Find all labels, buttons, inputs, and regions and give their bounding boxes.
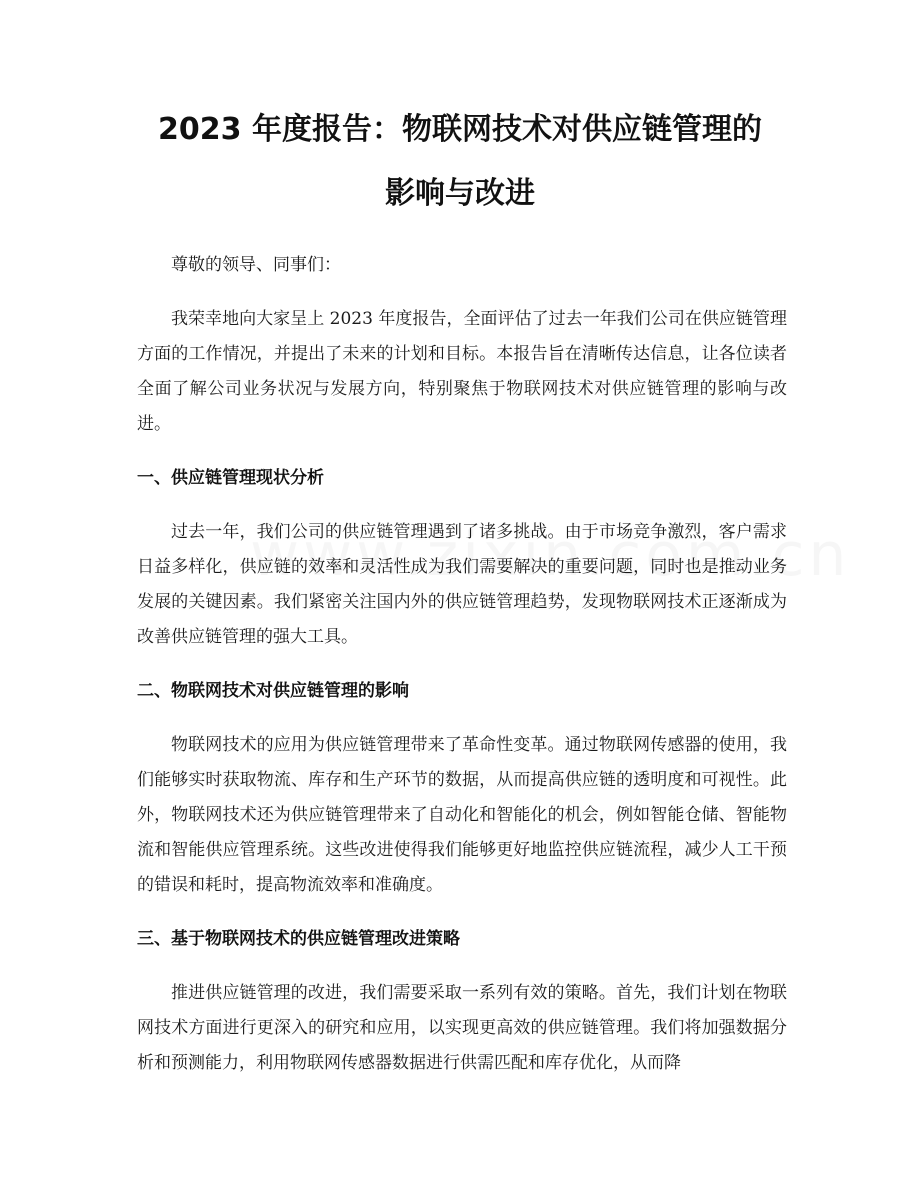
greeting: 尊敬的领导、同事们： <box>171 255 341 275</box>
section-body-2: 物联网技术的应用为供应链管理带来了革命性变革。通过物联网传感器的使用，我们能够实时获取物流、库存和生产环节的数据，从而提高供应链的透明度和可视性。此外，物联网技术还为供应链管理带来了自动化和智能化的机会，例如智能仓储、智能物流和智能供应管理系统。这些改进使得我们能够更好地监控供应链流程，减少人工干预的错误和耗时，提高物流效率和准确度。 <box>137 735 787 895</box>
section-heading-2: 二、物联网技术对供应链管理的影响 <box>137 681 409 701</box>
title-line-2: 影响与改进 <box>385 176 535 211</box>
section-heading-1: 一、供应链管理现状分析 <box>137 468 324 488</box>
title-line-1: 2023 年度报告：物联网技术对供应链管理的 <box>158 112 762 147</box>
document-body <box>137 248 787 1100</box>
section-body-3: 推进供应链管理的改进，我们需要采取一系列有效的策略。首先，我们计划在物联网技术方面进行更深入的研究和应用，以实现更高效的供应链管理。我们将加强数据分析和预测能力，利用物联网传感器数据进行供需匹配和库存优化，从而降 <box>137 983 787 1073</box>
intro-paragraph: 我荣幸地向大家呈上 2023 年度报告，全面评估了过去一年我们公司在供应链管理方面的工作情况，并提出了未来的计划和目标。本报告旨在清晰传达信息，让各位读者全面了解公司业务状况与发展方向，特别聚焦于物联网技术对供应链管理的影响与改进。 <box>137 309 787 434</box>
section-body-1: 过去一年，我们公司的供应链管理遇到了诸多挑战。由于市场竞争激烈，客户需求日益多样化，供应链的效率和灵活性成为我们需要解决的重要问题，同时也是推动业务发展的关键因素。我们紧密关注国内外的供应链管理趋势，发现物联网技术正逐渐成为改善供应链管理的强大工具。 <box>137 522 787 647</box>
section-heading-3: 三、基于物联网技术的供应链管理改进策略 <box>137 929 460 949</box>
document-title <box>100 98 820 226</box>
